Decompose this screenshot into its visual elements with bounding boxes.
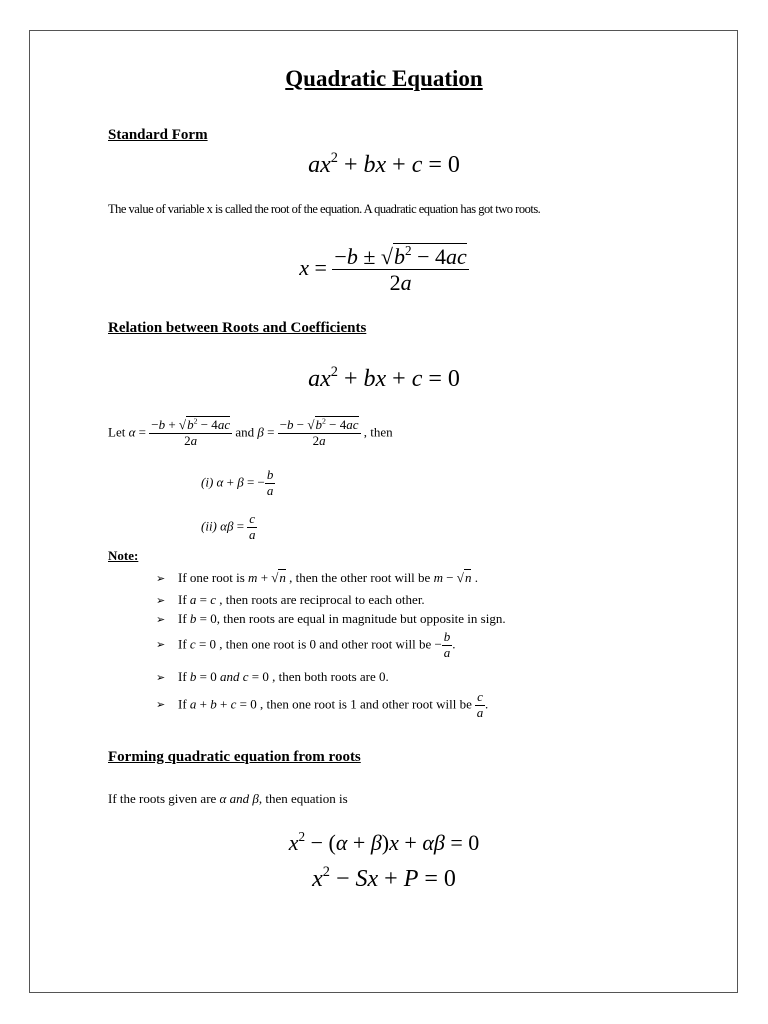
beta-fraction: $\frac{-b - √b^2 - 4ac}{2a}$ [279,416,359,448]
product-of-roots: (ii) αβ = $\frac{c}{a}$ [201,511,256,542]
sum-of-roots: (i) α + β = − $\frac{b}{a}$ [201,467,274,498]
bullet-icon: ➢ [156,595,166,607]
bullet-icon: ➢ [156,573,166,585]
bullet-icon: ➢ [156,614,166,626]
bullet-icon: ➢ [156,699,166,712]
forming-intro: If the roots given are α and β, then equation is [108,791,348,806]
and-label: and [235,424,255,440]
note-heading: Note: [108,548,139,563]
heading-relation: Relation between Roots and Coefficients [108,320,367,336]
let-label: Let [108,424,126,440]
note-item-5: ➢ If b = 0 and c = 0 , then both roots are 0. [156,669,389,684]
note-item-6: ➢ If a + b + c = 0 , then one root is 1 and other root will be $\frac{c}{a}$ . [156,689,489,720]
item-ii-label: (ii) [201,518,217,534]
heading-forming: Forming quadratic equation from roots [108,749,361,765]
forming-intro-post: , then equation is [258,791,348,806]
then-label: , then [363,424,393,440]
quadratic-formula: x = $\frac{-b \pm √b^2 - 4ac}{2a}$ [299,242,467,296]
roots-description: The value of variable x is called the root of the equation. A quadratic equation has got two roots. [108,202,541,216]
quadratic-formula-fraction: $\frac{-b \pm √b^2 - 4ac}{2a}$ [334,242,467,296]
note-item-2: ➢ If a = c , then roots are reciprocal to each other. [156,592,425,607]
note-item-1: ➢ If one root is m + √n , then the other root will be m − √n . [156,570,478,585]
item-i-label: (i) [201,474,214,490]
equation-from-roots: $x^2 - (\alpha + \beta)x + \alpha\beta = 0$ [288,828,480,855]
note-item-3: ➢ If b = 0, then roots are equal in magnitude but opposite in sign. [156,611,506,626]
alpha-fraction: $\frac{-b + √b^2 - 4ac}{2a}$ [151,416,231,448]
bullet-icon: ➢ [156,639,166,652]
heading-standard-form: Standard Form [108,127,208,143]
equation-relation: $ax^2$ + bx + c = 0 [308,363,460,392]
bullet-icon: ➢ [156,672,166,684]
note-item-4: ➢ If c = 0 , then one root is 0 and other root will be − $\frac{b}{a}$ . [156,629,456,660]
roots-definition: Let α = $\frac{-b + √b^2 - 4ac}{2a}$ and β = $\frac{-b - √b^2 - 4ac}{2a}$ , then [108,416,393,448]
equation-standard-form: $ax^2$ + bx + c = 0 [308,149,460,178]
forming-intro-pre: If the roots given are [108,791,217,806]
page-title: Quadratic Equation [285,66,483,91]
equation-sum-product: $x^2 - Sx + P = 0$ [312,863,456,892]
